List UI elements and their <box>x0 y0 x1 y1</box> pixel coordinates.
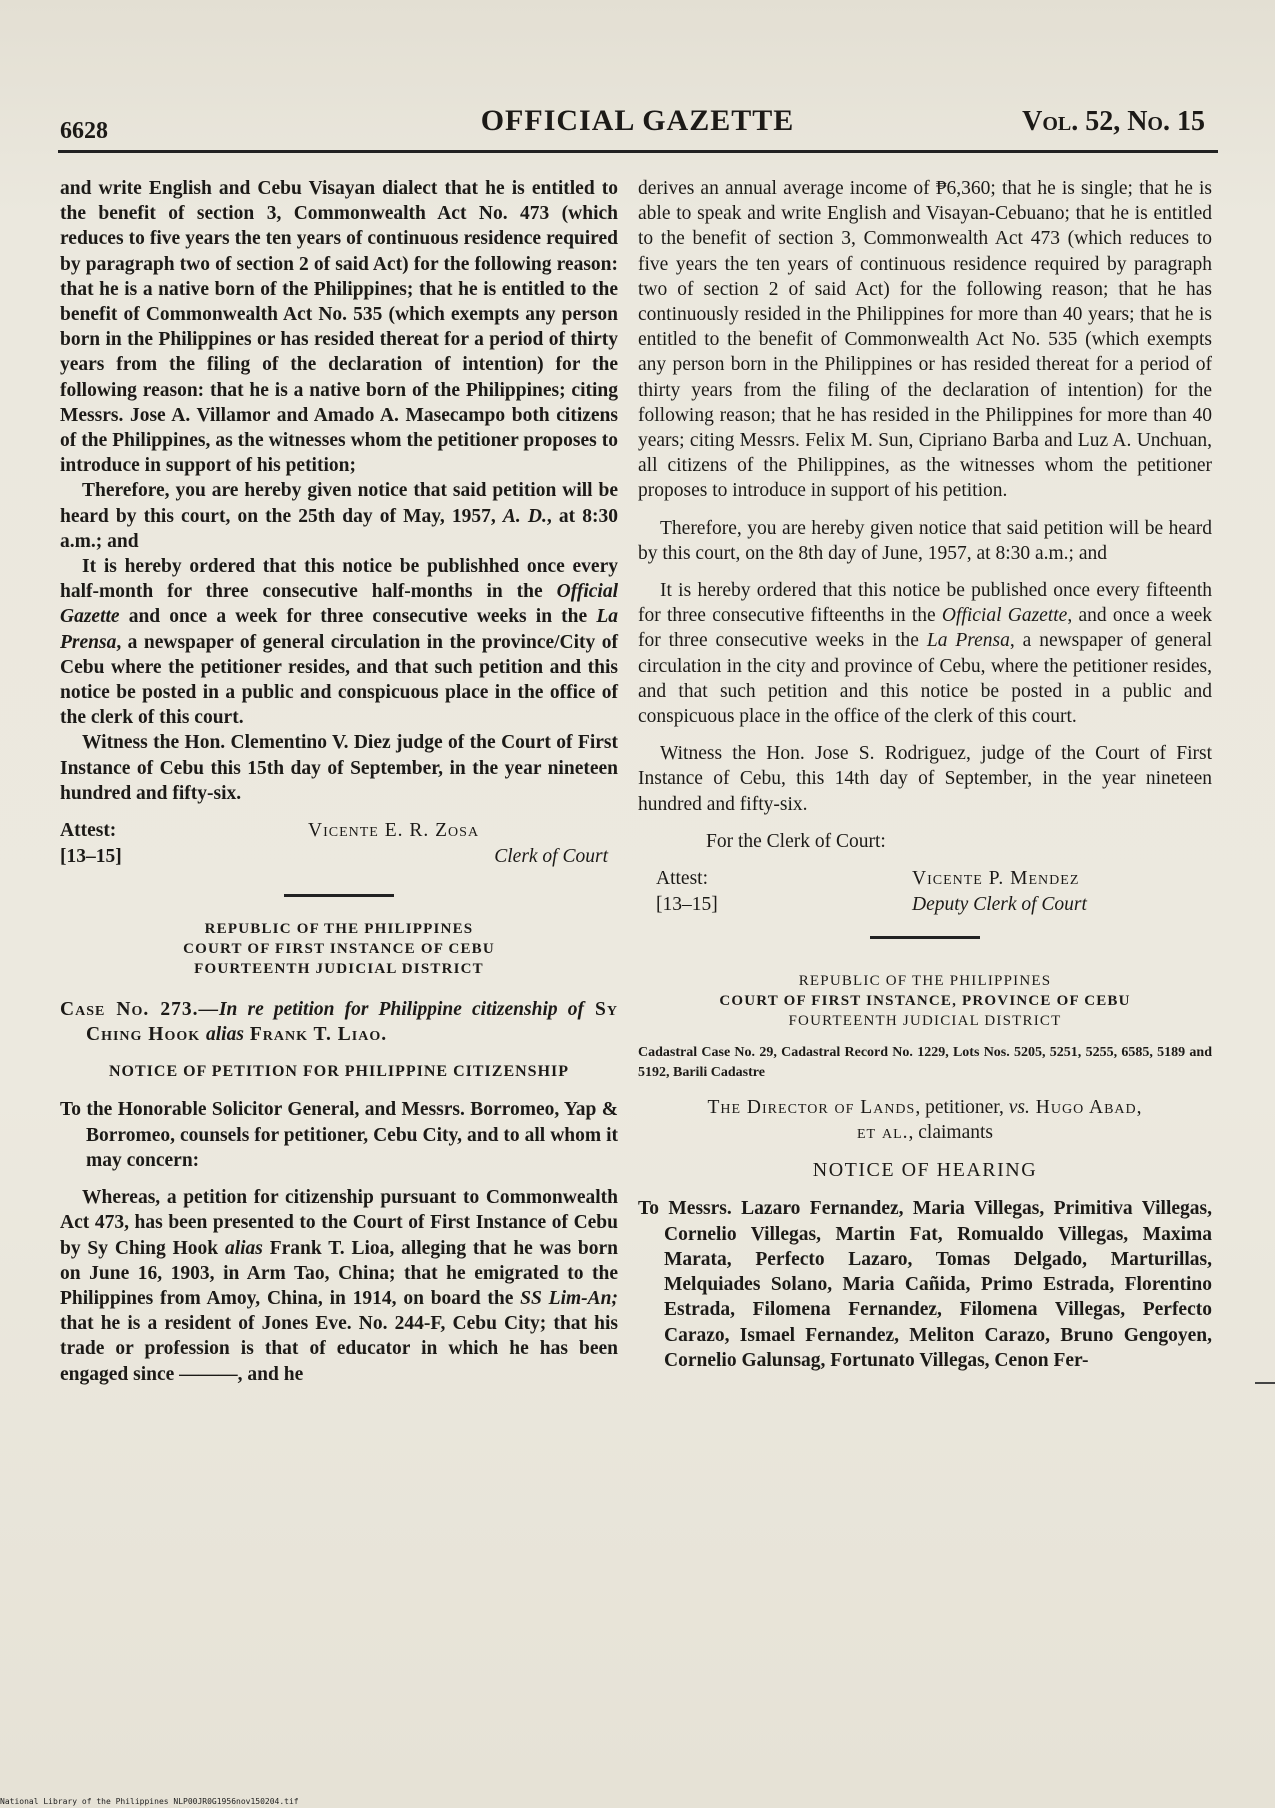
hearing-heading: NOTICE OF HEARING <box>812 1159 1038 1182</box>
text-segment: The Director of Lands <box>707 1097 916 1119</box>
scan-footer: National Library of the Philippines NLP00JR0G1956nov150204.tif <box>0 1797 299 1806</box>
left-paragraph-4: Witness the Hon. Clementino V. Diez judge of the Court of First Instance of Cebu this 15th day of September, in the year nineteen hundred and fifty-six. <box>60 732 618 804</box>
left-column <box>60 176 618 1387</box>
clerk-title: Clerk of Court <box>494 846 608 868</box>
text-segment: vs. <box>1008 1097 1030 1119</box>
text-segment: Hugo Abad, <box>1029 1097 1143 1119</box>
text-segment: alias <box>224 1237 263 1259</box>
text-segment: A. D. <box>502 505 547 527</box>
attest-label: Attest: <box>60 820 117 842</box>
clerk-name: Vicente E. R. Zosa <box>308 820 480 842</box>
header-rule <box>58 150 1218 153</box>
right-column <box>638 176 1212 1373</box>
text-segment: Frank T. Liao. <box>243 1024 388 1046</box>
text-segment: La Prensa <box>60 606 618 653</box>
left-court-heading <box>60 919 618 979</box>
text-segment: SS Lim-An; <box>520 1287 619 1309</box>
volume-number: Vol. 52, No. 15 <box>1022 106 1205 137</box>
text-segment: , petitioner, <box>915 1097 1009 1119</box>
notice-addressees: To the Honorable Solicitor General, and Messrs. Borromeo, Yap & Borromeo, counsels for petitioner, Cebu City, and to all whom it may concern: <box>60 1099 618 1171</box>
for-clerk-line: For the Clerk of Court: <box>706 830 886 852</box>
left-attestation <box>60 818 618 870</box>
publication-title: OFFICIAL GAZETTE <box>480 104 795 137</box>
court-line: FOURTEENTH JUDICIAL DISTRICT <box>788 1013 1062 1030</box>
court-line: COURT OF FIRST INSTANCE, PROVINCE OF CEBU <box>719 993 1131 1010</box>
page-number: 6628 <box>60 118 108 144</box>
court-line: COURT OF FIRST INSTANCE OF CEBU <box>183 941 495 958</box>
left-paragraph-3 <box>60 554 618 730</box>
case-parties <box>638 1095 1212 1145</box>
case-caption <box>60 997 618 1047</box>
text-segment: Therefore, you are hereby given notice that said petition will be heard by this court, on the 25th day of May, 1957, <box>60 480 618 527</box>
text-segment: Frank T. Lioa, alleging that he was born on June 16, 1903, in Arm Tao, China; that he emigrated to the Philippines from Amoy, China, in 1914, on board the <box>60 1237 618 1309</box>
text-segment: Official Gazette <box>941 605 1068 627</box>
right-court-heading <box>638 971 1212 1031</box>
court-line: FOURTEENTH JUDICIAL DISTRICT <box>194 961 484 978</box>
text-segment: It is hereby ordered that this notice be publishhed once every half-month for three consecutive half-months in the <box>60 556 618 603</box>
text-segment: , and once a week for three consecutive weeks in the <box>638 605 1212 652</box>
right-paragraph-3 <box>638 578 1212 729</box>
court-line: REPUBLIC OF THE PHILIPPINES <box>798 973 1052 990</box>
section-divider <box>284 894 394 897</box>
hearing-addressees: To Messrs. Lazaro Fernandez, Maria Villegas, Primitiva Villegas, Cornelio Villegas, Martin Fat, Romualdo Villegas, Maxima Marata, Perfecto Lazaro, Tomas Delgado, Marturillas, Melquiades Solano, Maria Cañida, Primo Estrada, Florentino Estrada, Filomena Fernandez, Filomena Villegas, Perfecto Carazo, Ismael Fernandez, Meliton Carazo, Bruno Gengoyen, Cornelio Galunsag, Fortunato Villegas, Cenon Fer- <box>638 1198 1212 1371</box>
text-segment: alias <box>206 1024 244 1046</box>
right-paragraph-1: derives an annual average income of ₱6,360; that he is single; that he is able to speak and write English and Visayan-Cebuano; that he is entitled to the benefit of section 3, Commonwealth Act 473 (which reduces to five years the ten years of continuous residence required by paragraph two of section 2 of said Act) for the following reason; that he has continuously resided in the Philippines for more than 40 years; that he is entitled to the benefit of Commonwealth Act No. 535 (which exempts any person born in the Philippines or has resided thereat for a period of thirty years from the filing of the declaration of intention) for the following reason; that he has resided in the Philippines for more than 40 years; citing Messrs. Felix M. Sun, Cipriano Barba and Luz A. Unchuan, all citizens of the Philippines, as the witnesses whom the petitioner proposes to introduce in support of his petition. <box>638 178 1212 502</box>
text-segment: , a newspaper of general circulation in the city and province of Cebu, where the petitioner resides, and that such petition and this notice be posted in a public and conspicuous place in the office of the clerk of this court. <box>638 630 1212 728</box>
clerk-title: Deputy Clerk of Court <box>912 894 1087 916</box>
text-segment: , at 8:30 a.m.; and <box>60 505 618 552</box>
text-segment: Official Gazette <box>60 581 618 628</box>
section-divider <box>870 936 980 939</box>
left-paragraph-1: and write English and Cebu Visayan dialect that he is entitled to the benefit of section 3, Commonwealth Act No. 473 (which reduces to five years the ten years of continuous residence required by paragraph two of section 2 of said Act) for the following reason: that he is a native born of the Philippines; that he is entitled to the benefit of Commonwealth Act No. 535 (which exempts any person born in the Philippines or has resided thereat for a period of thirty years from the filing of the declaration of intention) for the following reason: that he is a native born of the Philippines; citing Messrs. Jose A. Villamor and Amado A. Masecampo both citizens of the Philippines, as the witnesses whom the petitioner proposes to introduce in support of his petition; <box>60 178 618 477</box>
right-attestation <box>638 866 1212 918</box>
text-segment: Case No. 273.— <box>60 999 219 1021</box>
cadastral-reference: Cadastral Case No. 29, Cadastral Record No. 1229, Lots Nos. 5205, 5251, 5255, 6585, 5189 and 5192, Barili Cadastre <box>638 1045 1212 1081</box>
attest-label: Attest: <box>656 868 708 890</box>
text-segment: It is hereby ordered that this notice be published once every fifteenth for three consecutive fifteenths in the <box>638 580 1212 627</box>
text-segment: Whereas, a petition for citizenship pursuant to Commonwealth Act 473, has been presented to the Court of First Instance of Cebu by Sy Ching Hook <box>60 1187 618 1259</box>
text-segment: Sy Ching Hook <box>86 999 618 1046</box>
left-paragraph-2 <box>60 478 618 554</box>
page-edge-mark <box>1255 1382 1275 1384</box>
attest-ref: [13–15] <box>60 846 122 868</box>
text-segment: La Prensa <box>926 630 1010 652</box>
left-paragraph-5 <box>60 1185 618 1387</box>
right-paragraph-2: Therefore, you are hereby given notice that said petition will be heard by this court, on the 8th day of June, 1957, at 8:30 a.m.; and <box>638 517 1212 564</box>
text-segment: , claimants <box>908 1122 993 1144</box>
clerk-name: Vicente P. Mendez <box>912 868 1080 890</box>
text-segment: that he is a resident of Jones Eve. No. 244-F, Cebu City; that his trade or profession is that of educator in which he has been engaged since ———, and he <box>60 1313 618 1385</box>
text-segment: , a newspaper of general circulation in the province/City of Cebu where the petitioner resides, and that such petition and this notice be posted in a public and conspicuous place in the office of the clerk of this court. <box>60 631 618 729</box>
text-segment: and once a week for three consecutive weeks in the <box>119 606 597 628</box>
attest-ref: [13–15] <box>656 894 718 916</box>
right-paragraph-4: Witness the Hon. Jose S. Rodriguez, judge of the Court of First Instance of Cebu, this 14th day of September, in the year nineteen hundred and fifty-six. <box>638 743 1212 815</box>
notice-heading: NOTICE OF PETITION FOR PHILIPPINE CITIZENSHIP <box>108 1063 570 1081</box>
text-segment: In re petition for Philippine citizenship of <box>218 999 584 1021</box>
court-line: REPUBLIC OF THE PHILIPPINES <box>204 921 474 938</box>
text-segment: et al. <box>857 1122 909 1144</box>
